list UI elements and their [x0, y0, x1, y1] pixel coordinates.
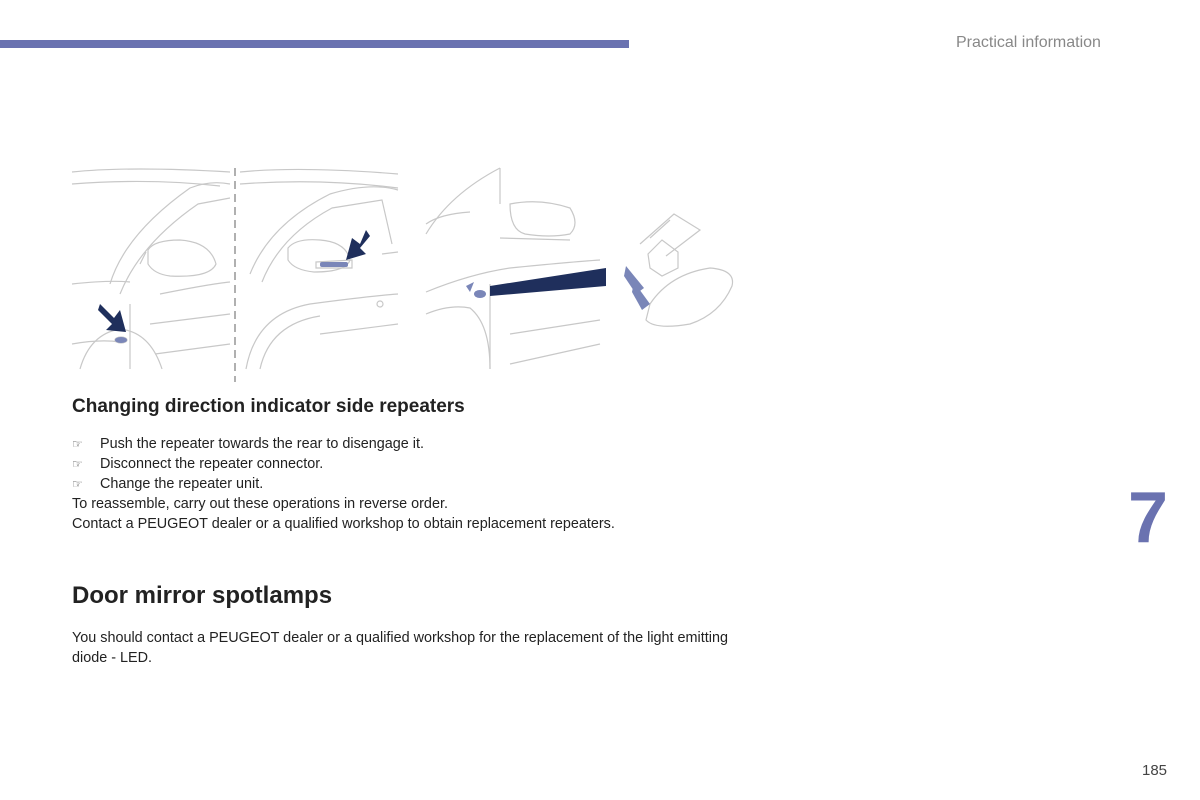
spotlamps-paragraph: You should contact a PEUGEOT dealer or a qualified workshop for the replacement of the light emitting diode - LED.: [72, 630, 728, 666]
repeater-illustration: [70, 164, 740, 384]
repeater-heading: Changing direction indicator side repeaters: [72, 396, 465, 417]
repeater-instructions: [72, 434, 772, 534]
pointing-hand-icon: ☞: [72, 457, 83, 471]
section-label: Practical information: [956, 34, 1101, 51]
list-item-text: Push the repeater towards the rear to disengage it.: [100, 436, 424, 452]
list-item-text: Disconnect the repeater connector.: [100, 456, 324, 472]
pointing-hand-icon: ☞: [72, 437, 83, 451]
list-item: [72, 434, 772, 454]
pointing-hand-icon: ☞: [72, 477, 83, 491]
reassemble-note: To reassemble, carry out these operations in reverse order.: [72, 496, 448, 512]
dealer-note: Contact a PEUGEOT dealer or a qualified workshop to obtain replacement repeaters.: [72, 516, 615, 532]
chapter-number: 7: [1128, 478, 1169, 558]
list-item: [72, 474, 772, 494]
list-item: [72, 454, 772, 474]
spotlamps-heading: Door mirror spotlamps: [72, 582, 333, 609]
list-item-text: Change the repeater unit.: [100, 476, 264, 492]
header-accent-bar: [0, 40, 629, 48]
page-number: 185: [1142, 762, 1168, 779]
